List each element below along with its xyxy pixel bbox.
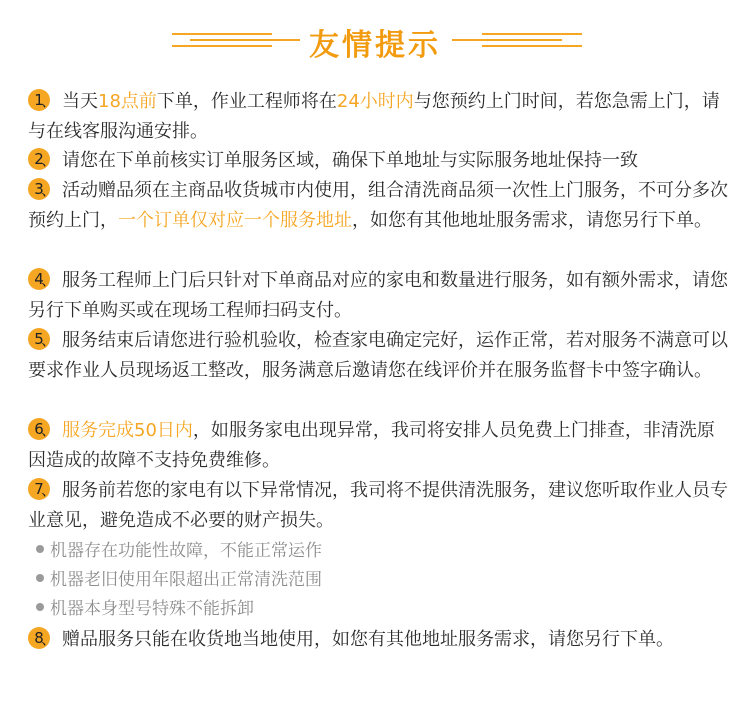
sub-item bbox=[36, 537, 322, 565]
tip-text: 服务前若您的家电有以下异常情况，我司将不提供清洗服务，建议您听取作业人员专业意见，避免造成不必要的财产损失。 bbox=[28, 480, 728, 531]
sub-item-text: 机器本身型号特殊不能拆卸 bbox=[50, 599, 254, 619]
number-badge: 3 、 bbox=[28, 178, 50, 200]
tip-item-5 bbox=[28, 326, 728, 386]
tip-item-3 bbox=[28, 176, 728, 236]
tip-text: 服务工程师上门后只针对下单商品对应的家电和数量进行服务，如有额外需求，请您另行下单购买或在现场工程师扫码支付。 bbox=[28, 270, 728, 321]
tip-text: 活动赠品须在主商品收货城市内使用，组合清洗商品须一次性上门服务，不可分多次预约上门， bbox=[28, 180, 728, 231]
number-badge: 5 、 bbox=[28, 328, 50, 350]
title-decoration-right bbox=[452, 12, 582, 68]
page-title: 友情提示 bbox=[309, 28, 441, 63]
tip-item-2 bbox=[28, 146, 728, 176]
tip-text: 服务结束后请您进行验机验收，检查家电确定完好，运作正常，若对服务不满意可以要求作业人员现场返工整改，服务满意后邀请您在线评价并在服务监督卡中签字确认。 bbox=[28, 330, 728, 381]
number-badge: 1 、 bbox=[28, 89, 50, 111]
tip-text: 请您在下单前核实订单服务区域，确保下单地址与实际服务地址保持一致 bbox=[62, 150, 638, 171]
tip-text: 赠品服务只能在收货地当地使用，如您有其他地址服务需求，请您另行下单。 bbox=[62, 629, 674, 650]
tip-text: ，如服务家电出现异常，我司将安排人员免费上门排查，非清洗原因造成的故障不支持免费维修。 bbox=[28, 420, 715, 471]
tip-item-1 bbox=[28, 87, 728, 147]
highlight-text: 一个订单仅对应一个服务地址 bbox=[118, 210, 352, 231]
tip-item-4 bbox=[28, 266, 728, 326]
sub-item bbox=[36, 566, 322, 594]
number-badge: 8 、 bbox=[28, 627, 50, 649]
title-row bbox=[0, 12, 750, 68]
bullet-icon bbox=[36, 545, 44, 553]
sub-item bbox=[36, 595, 254, 623]
title-decoration-left bbox=[172, 12, 302, 68]
tip-text: 与您预约上门时间，若您急需上门，请与在线客服沟通安排。 bbox=[28, 91, 720, 142]
tip-text: 下单，作业工程师将在 bbox=[156, 91, 337, 112]
number-badge: 2 、 bbox=[28, 148, 50, 170]
number-badge: 4 、 bbox=[28, 268, 50, 290]
number-badge: 6 、 bbox=[28, 418, 50, 440]
tip-item-8 bbox=[28, 625, 728, 655]
number-badge: 7 、 bbox=[28, 478, 50, 500]
sub-item-text: 机器老旧使用年限超出正常清洗范围 bbox=[50, 570, 322, 590]
bullet-icon bbox=[36, 574, 44, 582]
tip-item-6 bbox=[28, 416, 728, 476]
highlight-text: 服务完成50日内 bbox=[62, 420, 193, 441]
tip-item-7 bbox=[28, 476, 728, 536]
tip-text: ，如您有其他地址服务需求，请您另行下单。 bbox=[352, 210, 712, 231]
tip-text: 当天 bbox=[62, 91, 98, 112]
highlight-text: 18点前 bbox=[98, 91, 157, 112]
sub-item-text: 机器存在功能性故障，不能正常运作 bbox=[50, 541, 322, 561]
bullet-icon bbox=[36, 603, 44, 611]
highlight-text: 24小时内 bbox=[336, 91, 414, 112]
